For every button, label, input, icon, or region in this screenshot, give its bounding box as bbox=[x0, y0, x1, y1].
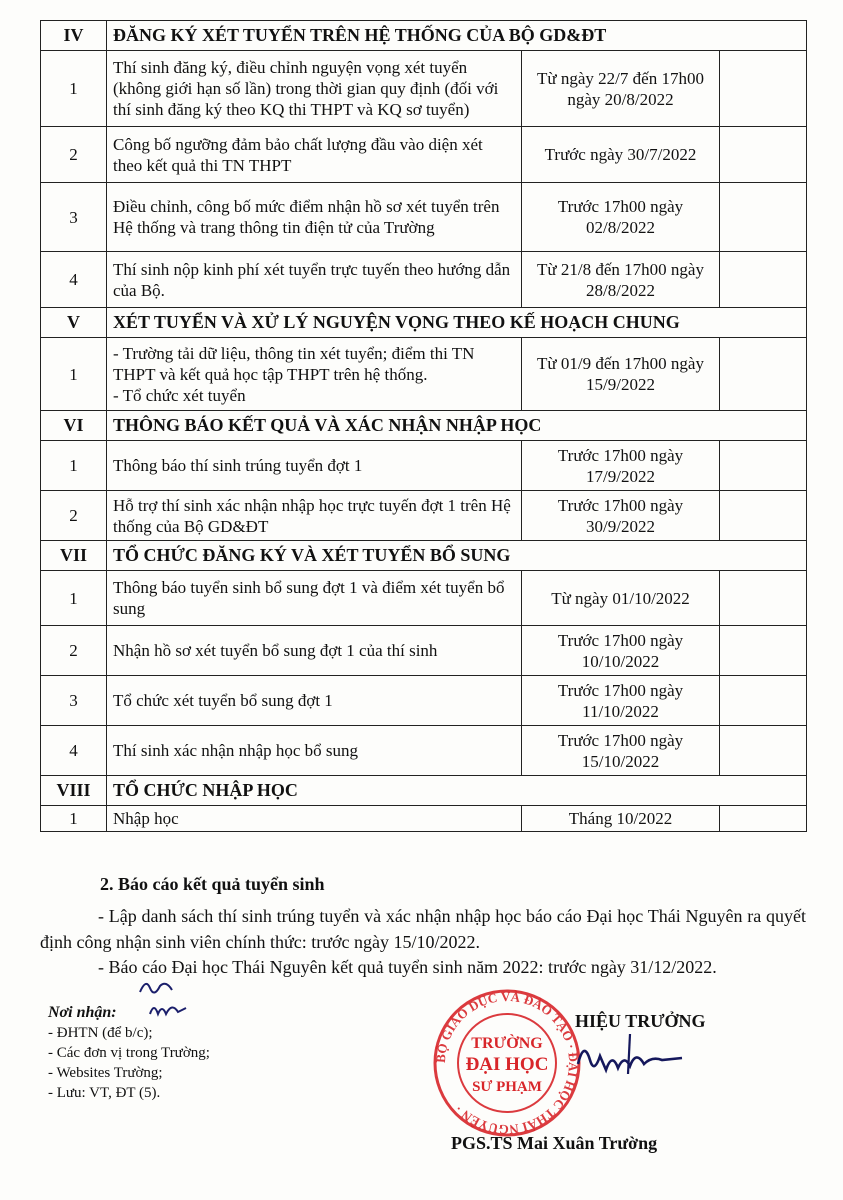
svg-text:ĐẠI HỌC: ĐẠI HỌC bbox=[465, 1054, 549, 1075]
row-number: 1 bbox=[41, 338, 107, 411]
task-description: Hỗ trợ thí sinh xác nhận nhập học trực tuyến đợt 1 trên Hệ thống của Bộ GD&ĐT bbox=[107, 491, 522, 541]
row-number: 3 bbox=[41, 183, 107, 252]
deadline: Trước 17h00 ngày 15/10/2022 bbox=[522, 726, 720, 776]
signer-title: HIỆU TRƯỞNG bbox=[575, 1011, 706, 1031]
row-number: 4 bbox=[41, 252, 107, 308]
task-description: Thí sinh xác nhận nhập học bổ sung bbox=[107, 726, 522, 776]
row-number: 2 bbox=[41, 491, 107, 541]
table-row bbox=[41, 806, 807, 832]
table-row bbox=[41, 338, 807, 411]
row-number: 1 bbox=[41, 571, 107, 626]
task-description: Thí sinh đăng ký, điều chỉnh nguyện vọng xét tuyển (không giới hạn số lần) trong thời gian quy định (đối với thí sinh đăng ký theo KQ thi THPT và KQ sơ tuyển) bbox=[107, 51, 522, 127]
section-title: ĐĂNG KÝ XÉT TUYỂN TRÊN HỆ THỐNG CỦA BỘ GD&ĐT bbox=[107, 21, 807, 51]
deadline: Tháng 10/2022 bbox=[522, 806, 720, 832]
table-row bbox=[41, 571, 807, 626]
section-row bbox=[41, 541, 807, 571]
svg-text:SƯ PHẠM: SƯ PHẠM bbox=[472, 1079, 542, 1095]
notes-cell bbox=[720, 676, 807, 726]
svg-text:BỘ GIÁO DỤC VÀ ĐÀO TẠO · ĐẠI H: BỘ GIÁO DỤC VÀ ĐÀO TẠO · ĐẠI HỌC THÁI NGUYÊN · bbox=[432, 988, 582, 1138]
recipients-title: Nơi nhận: bbox=[48, 1004, 117, 1021]
report-paragraph-1: - Lập danh sách thí sinh trúng tuyển và xác nhận nhập học báo cáo Đại học Thái Nguyên ra quyết định công nhận sinh viên chính thức: trước ngày 15/10/2022. bbox=[40, 906, 806, 952]
deadline: Từ 01/9 đến 17h00 ngày 15/9/2022 bbox=[522, 338, 720, 411]
table-row bbox=[41, 491, 807, 541]
row-number: 1 bbox=[41, 806, 107, 832]
table-row bbox=[41, 127, 807, 183]
deadline: Từ ngày 22/7 đến 17h00 ngày 20/8/2022 bbox=[522, 51, 720, 127]
deadline: Trước 17h00 ngày 17/9/2022 bbox=[522, 441, 720, 491]
notes-cell bbox=[720, 183, 807, 252]
table-row bbox=[41, 726, 807, 776]
signer-name: PGS.TS Mai Xuân Trường bbox=[451, 1133, 658, 1153]
task-description: Công bố ngưỡng đảm bảo chất lượng đầu vào diện xét theo kết quả thi TN THPT bbox=[107, 127, 522, 183]
recipient-initials-mark bbox=[148, 1000, 190, 1022]
section-title: XÉT TUYỂN VÀ XỬ LÝ NGUYỆN VỌNG THEO KẾ HOẠCH CHUNG bbox=[107, 308, 807, 338]
deadline: Từ ngày 01/10/2022 bbox=[522, 571, 720, 626]
table-row bbox=[41, 51, 807, 127]
row-number: 4 bbox=[41, 726, 107, 776]
notes-cell bbox=[720, 626, 807, 676]
section-number: IV bbox=[41, 21, 107, 51]
table-row bbox=[41, 252, 807, 308]
section-number: VII bbox=[41, 541, 107, 571]
row-number: 1 bbox=[41, 441, 107, 491]
table-row bbox=[41, 676, 807, 726]
task-description: - Trường tải dữ liệu, thông tin xét tuyển; điểm thi TN THPT và kết quả học tập THPT trên hệ thống. - Tổ chức xét tuyển bbox=[107, 338, 522, 411]
section-title: THÔNG BÁO KẾT QUẢ VÀ XÁC NHẬN NHẬP HỌC bbox=[107, 411, 807, 441]
recipient-item: - ĐHTN (để b/c); bbox=[48, 1025, 153, 1041]
task-description: Nhận hồ sơ xét tuyển bổ sung đợt 1 của thí sinh bbox=[107, 626, 522, 676]
section-title: TỔ CHỨC ĐĂNG KÝ VÀ XÉT TUYỂN BỔ SUNG bbox=[107, 541, 807, 571]
task-description: Thông báo thí sinh trúng tuyển đợt 1 bbox=[107, 441, 522, 491]
section-row bbox=[41, 308, 807, 338]
notes-cell bbox=[720, 726, 807, 776]
report-heading: 2. Báo cáo kết quả tuyển sinh bbox=[100, 874, 325, 894]
deadline: Trước 17h00 ngày 30/9/2022 bbox=[522, 491, 720, 541]
row-number: 2 bbox=[41, 127, 107, 183]
handwritten-signature bbox=[570, 1030, 690, 1090]
section-row bbox=[41, 411, 807, 441]
notes-cell bbox=[720, 571, 807, 626]
section-row bbox=[41, 776, 807, 806]
deadline: Trước 17h00 ngày 02/8/2022 bbox=[522, 183, 720, 252]
recipient-item: - Lưu: VT, ĐT (5). bbox=[48, 1085, 161, 1101]
section-row bbox=[41, 21, 807, 51]
table-row bbox=[41, 626, 807, 676]
row-number: 1 bbox=[41, 51, 107, 127]
task-description: Thông báo tuyển sinh bổ sung đợt 1 và điểm xét tuyển bổ sung bbox=[107, 571, 522, 626]
notes-cell bbox=[720, 252, 807, 308]
task-description: Nhập học bbox=[107, 806, 522, 832]
notes-cell bbox=[720, 441, 807, 491]
notes-cell bbox=[720, 338, 807, 411]
task-description: Thí sinh nộp kinh phí xét tuyển trực tuyến theo hướng dẫn của Bộ. bbox=[107, 252, 522, 308]
notes-cell bbox=[720, 806, 807, 832]
section-number: VI bbox=[41, 411, 107, 441]
notes-cell bbox=[720, 491, 807, 541]
deadline: Từ 21/8 đến 17h00 ngày 28/8/2022 bbox=[522, 252, 720, 308]
notes-cell bbox=[720, 51, 807, 127]
row-number: 3 bbox=[41, 676, 107, 726]
deadline: Trước 17h00 ngày 11/10/2022 bbox=[522, 676, 720, 726]
recipient-item: - Các đơn vị trong Trường; bbox=[48, 1045, 210, 1061]
official-seal bbox=[422, 988, 592, 1138]
table-row bbox=[41, 183, 807, 252]
section-title: TỔ CHỨC NHẬP HỌC bbox=[107, 776, 807, 806]
table-row bbox=[41, 441, 807, 491]
notes-cell bbox=[720, 127, 807, 183]
schedule-body bbox=[41, 21, 807, 832]
section-number: VIII bbox=[41, 776, 107, 806]
svg-text:TRƯỜNG: TRƯỜNG bbox=[471, 1035, 543, 1052]
deadline: Trước ngày 30/7/2022 bbox=[522, 127, 720, 183]
deadline: Trước 17h00 ngày 10/10/2022 bbox=[522, 626, 720, 676]
row-number: 2 bbox=[41, 626, 107, 676]
section-number: V bbox=[41, 308, 107, 338]
schedule-table bbox=[40, 20, 807, 832]
task-description: Tổ chức xét tuyển bổ sung đợt 1 bbox=[107, 676, 522, 726]
recipient-item: - Websites Trường; bbox=[48, 1065, 163, 1081]
task-description: Điều chỉnh, công bố mức điểm nhận hồ sơ xét tuyển trên Hệ thống và trang thông tin điện tử của Trường bbox=[107, 183, 522, 252]
report-paragraph-2: - Báo cáo Đại học Thái Nguyên kết quả tuyển sinh năm 2022: trước ngày 31/12/2022. bbox=[98, 957, 717, 977]
initials-mark bbox=[138, 976, 178, 996]
